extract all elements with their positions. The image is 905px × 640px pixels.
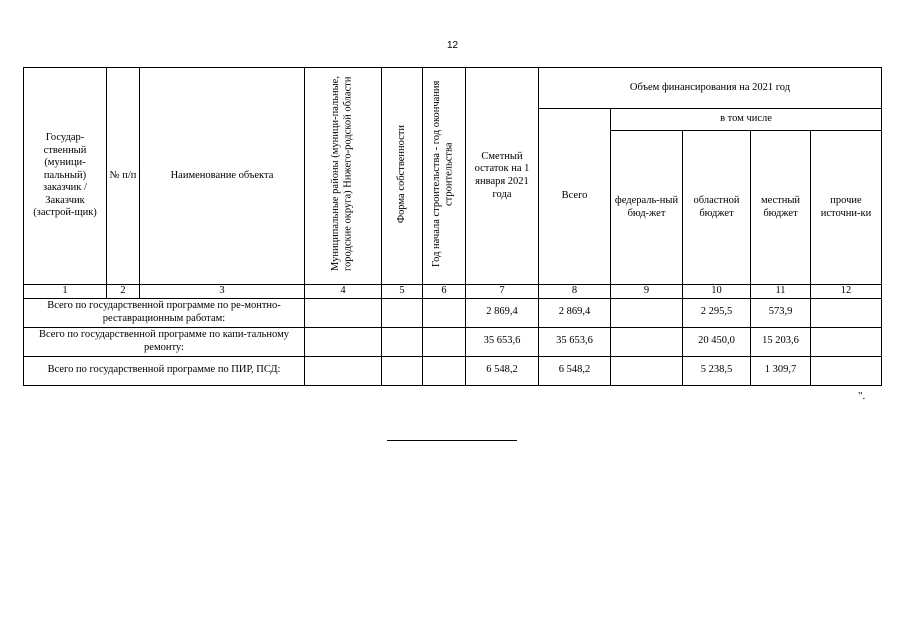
header-other-sources: прочие источни-ки bbox=[811, 131, 882, 285]
header-object-name: Наименование объекта bbox=[140, 68, 305, 285]
cell-federal bbox=[611, 327, 683, 356]
cell-total: 2 869,4 bbox=[539, 298, 611, 327]
header-number: № п/п bbox=[107, 68, 140, 285]
header-ownership-form bbox=[382, 68, 423, 285]
row-label: Всего по государственной программе по ре-монтно-реставрационным работам: bbox=[24, 298, 305, 327]
table-row bbox=[24, 298, 882, 327]
cell-years bbox=[423, 327, 466, 356]
table-row bbox=[24, 327, 882, 356]
cell-years bbox=[423, 298, 466, 327]
cell-municipal bbox=[305, 298, 382, 327]
cell-estimated-balance: 2 869,4 bbox=[466, 298, 539, 327]
header-municipal-districts-text: Муниципальные районы (муници-пальные, городские округа) Нижего-родской области bbox=[330, 76, 354, 272]
page-number: 12 bbox=[446, 40, 459, 51]
cell-regional: 20 450,0 bbox=[683, 327, 751, 356]
table-row bbox=[24, 356, 882, 385]
column-number: 5 bbox=[382, 285, 423, 299]
cell-ownership bbox=[382, 356, 423, 385]
column-number: 3 bbox=[140, 285, 305, 299]
column-number: 12 bbox=[811, 285, 882, 299]
cell-municipal bbox=[305, 327, 382, 356]
cell-municipal bbox=[305, 356, 382, 385]
row-label: Всего по государственной программе по ПИР, ПСД: bbox=[24, 356, 305, 385]
cell-years bbox=[423, 356, 466, 385]
cell-ownership bbox=[382, 327, 423, 356]
cell-estimated-balance: 35 653,6 bbox=[466, 327, 539, 356]
column-number: 11 bbox=[751, 285, 811, 299]
header-estimated-balance: Сметный остаток на 1 января 2021 года bbox=[466, 68, 539, 285]
cell-other bbox=[811, 356, 882, 385]
cell-other bbox=[811, 298, 882, 327]
end-separator-line bbox=[387, 440, 517, 441]
column-number-row bbox=[24, 285, 882, 299]
column-number: 1 bbox=[24, 285, 107, 299]
header-regional-budget: областной бюджет bbox=[683, 131, 751, 285]
column-number: 8 bbox=[539, 285, 611, 299]
cell-total: 35 653,6 bbox=[539, 327, 611, 356]
header-construction-years bbox=[423, 68, 466, 285]
column-number: 6 bbox=[423, 285, 466, 299]
column-number: 7 bbox=[466, 285, 539, 299]
cell-federal bbox=[611, 356, 683, 385]
column-number: 10 bbox=[683, 285, 751, 299]
header-customer: Государ-ственный (муници-пальный) заказчик / Заказчик (застрой-щик) bbox=[24, 68, 107, 285]
cell-federal bbox=[611, 298, 683, 327]
header-federal-budget: федераль-ный бюд-жет bbox=[611, 131, 683, 285]
cell-regional: 2 295,5 bbox=[683, 298, 751, 327]
header-construction-years-text: Год начала строительства - год окончания строительства bbox=[431, 80, 455, 267]
closing-quote: ". bbox=[858, 390, 866, 402]
header-local-budget: местный бюджет bbox=[751, 131, 811, 285]
column-number: 4 bbox=[305, 285, 382, 299]
header-financing-volume: Объем финансирования на 2021 год bbox=[539, 68, 882, 109]
cell-estimated-balance: 6 548,2 bbox=[466, 356, 539, 385]
header-total: Всего bbox=[539, 109, 611, 285]
cell-total: 6 548,2 bbox=[539, 356, 611, 385]
cell-other bbox=[811, 327, 882, 356]
header-including: в том числе bbox=[611, 109, 882, 131]
header-municipal-districts bbox=[305, 68, 382, 285]
financing-table bbox=[23, 67, 882, 386]
cell-local: 573,9 bbox=[751, 298, 811, 327]
header-ownership-form-text: Форма собственности bbox=[395, 124, 407, 223]
column-number: 9 bbox=[611, 285, 683, 299]
cell-local: 15 203,6 bbox=[751, 327, 811, 356]
cell-ownership bbox=[382, 298, 423, 327]
cell-local: 1 309,7 bbox=[751, 356, 811, 385]
cell-regional: 5 238,5 bbox=[683, 356, 751, 385]
row-label: Всего по государственной программе по капи-тальному ремонту: bbox=[24, 327, 305, 356]
column-number: 2 bbox=[107, 285, 140, 299]
